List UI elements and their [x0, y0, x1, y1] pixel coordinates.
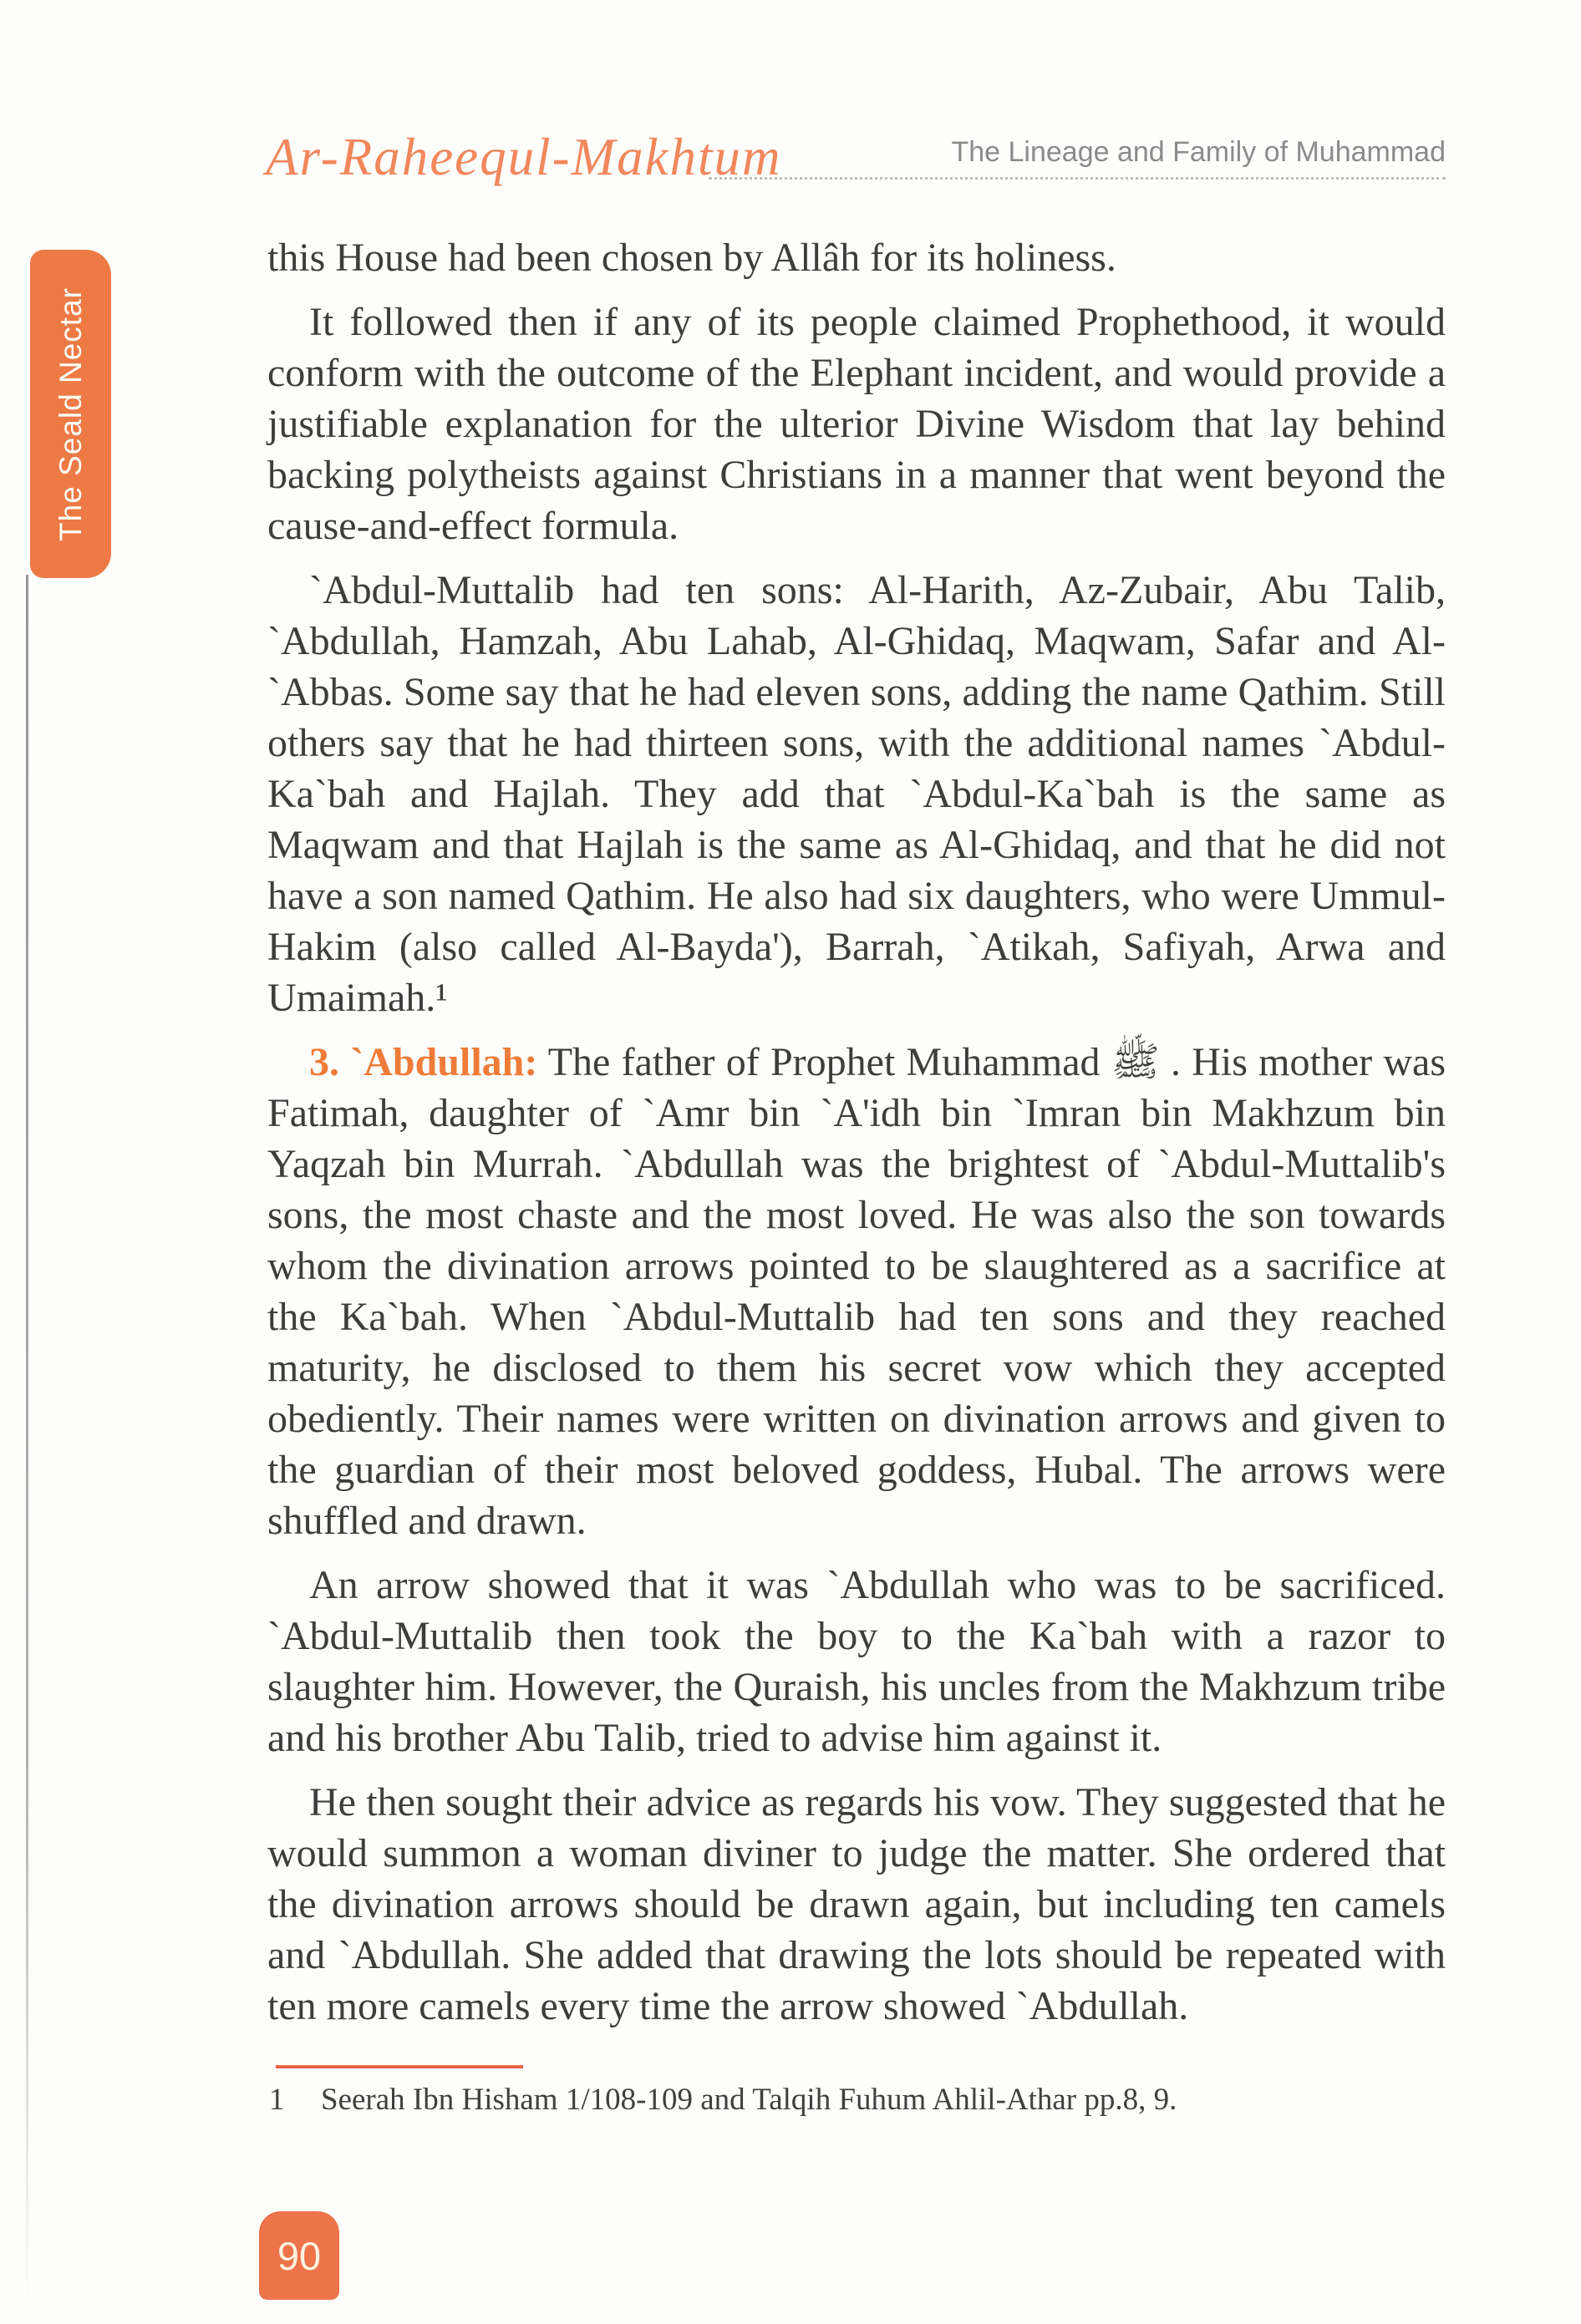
page-edge-line	[26, 575, 28, 2306]
paragraph: It followed then if any of its people claimed Prophethood, it would conform with the outcome of the Elephant incident, and would provide a justifiable explanation for the ulterior Divine Wisdom that lay behind backing polytheists against Christians in a manner that went beyond the cause-and-effect formula.	[267, 300, 1446, 548]
footnote-marker: 1	[269, 2083, 285, 2117]
body-text	[267, 232, 1446, 2045]
book-title-script: Ar-Raheequl-Makhtum	[266, 128, 782, 186]
paragraph-continuation: this House had been chosen by Allâh for its holiness.	[267, 236, 1116, 280]
side-tab	[30, 250, 111, 578]
paragraph-abdullah-section	[267, 1037, 1446, 1546]
page-number: 90	[277, 2233, 322, 2278]
footnote-text: Seerah Ibn Hisham 1/108-109 and Talqih Fuhum Ahlil-Athar pp.8, 9.	[321, 2083, 1177, 2117]
page-number-badge	[259, 2211, 339, 2300]
footnote-separator-rule	[276, 2065, 523, 2068]
paragraph: `Abdul-Muttalib had ten sons: Al-Harith, Az-Zubair, Abu Talib, `Abdullah, Hamzah, Abu Lahab, Al-Ghidaq, Maqwam, Safar and Al-`Abbas. Some say that he had eleven sons, adding the name Qathim. Still others say that he had thirteen sons, with the additional names `Abdul-Ka`bah and Hajlah. They add that `Abdul-Ka`bah is the same as Maqwam and that Hajlah is the same as Al-Ghidaq, and that he did not have a son named Qathim. He also had six daughters, who were Ummul-Hakim (also called Al-Bayda'), Barrah, `Atikah, Safiyah, Arwa and Umaimah.¹	[267, 568, 1446, 1020]
paragraph: He then sought their advice as regards his vow. They suggested that he would summon a woman diviner to judge the matter. She ordered that the divination arrows should be drawn again, but including ten camels and `Abdullah. She added that drawing the lots should be repeated with ten more camels every time the arrow showed `Abdullah.	[267, 1780, 1446, 2028]
section-heading: 3. `Abdullah:	[309, 1040, 538, 1084]
footnote	[269, 2082, 1447, 2118]
side-tab-label: The Seald Nectar	[53, 287, 88, 541]
paragraph: An arrow showed that it was `Abdullah who was to be sacrificed. `Abdul-Muttalib then took the boy to the Ka`bah with a razor to slaughter him. However, the Quraish, his uncles from the Makhzum tribe and his brother Abu Talib, tried to advise him against it.	[267, 1563, 1446, 1760]
chapter-title: The Lineage and Family of Muhammad	[951, 136, 1446, 168]
section-text: The father of Prophet Muhammad ﷺ . His mother was Fatimah, daughter of `Amr bin `A'idh bin `Imran bin Makhzum bin Yaqzah bin Murrah. `Abdullah was the brightest of `Abdul-Muttalib's sons, the most chaste and the most loved. He was also the son towards whom the divination arrows pointed to be slaughtered as a sacrifice at the Ka`bah. When `Abdul-Muttalib had ten sons and they reached maturity, he disclosed to them his secret vow which they accepted obediently. Their names were written on divination arrows and given to the guardian of their most beloved goddess, Hubal. The arrows were shuffled and drawn.	[267, 1040, 1446, 1543]
